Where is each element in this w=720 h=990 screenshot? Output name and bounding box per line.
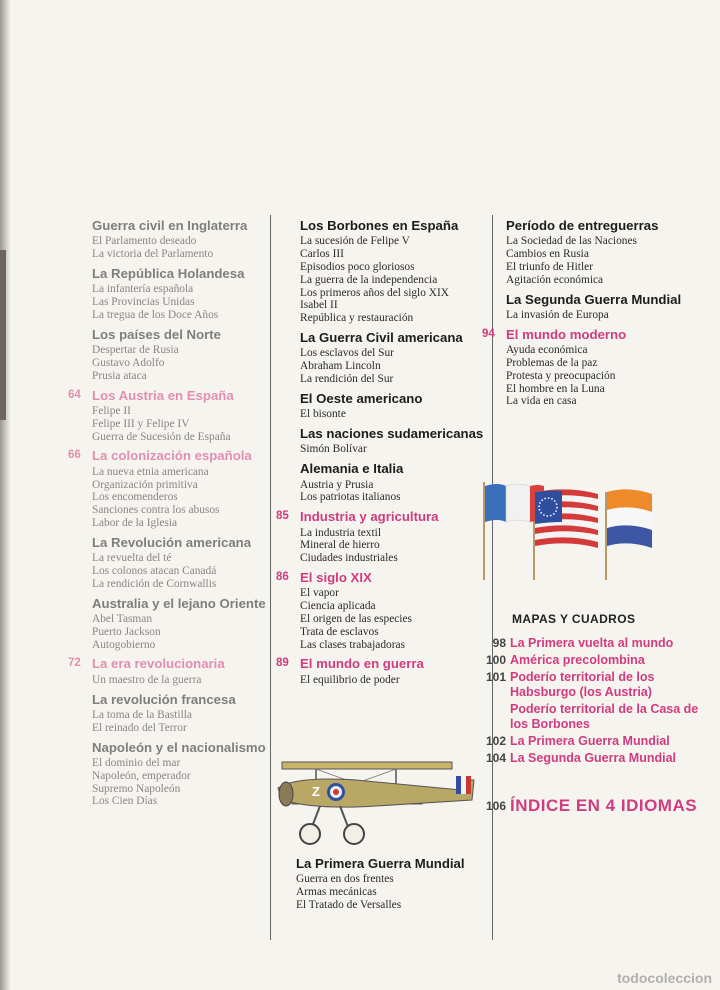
subtopic: La rendición del Sur — [300, 372, 394, 385]
toc-section — [276, 461, 490, 504]
map-entry — [482, 734, 712, 749]
maps-heading: MAPAS Y CUADROS — [512, 612, 636, 626]
subtopic: La toma de la Bastilla — [92, 708, 192, 721]
toc-section — [276, 656, 490, 686]
toc-section — [276, 391, 490, 421]
section-title: Período de entreguerras — [506, 218, 659, 233]
subtopic: Ciudades industriales — [300, 552, 398, 565]
page-number: 66 — [68, 449, 81, 462]
toc-section — [296, 856, 476, 912]
page-number: 85 — [276, 510, 289, 523]
subtopic: La Sociedad de las Naciones — [506, 235, 637, 248]
toc-column-1 — [68, 218, 268, 813]
toc-section — [276, 509, 490, 565]
subtopic: República y restauración — [300, 312, 414, 325]
subtopic: Napoleón, emperador — [92, 769, 191, 782]
page-number: 98 — [492, 636, 506, 650]
section-title: Napoleón y el nacionalismo — [92, 739, 266, 755]
page-number: 64 — [68, 388, 81, 401]
subtopic: Episodios poco gloriosos — [300, 261, 415, 273]
toc-section — [92, 740, 268, 809]
subtopic: Carlos III — [300, 248, 344, 261]
subtopic: La invasión de Europa — [506, 309, 609, 321]
map-entry — [482, 796, 712, 816]
section-title: El siglo XIX — [300, 569, 372, 585]
section-title: La República Holandesa — [92, 266, 245, 281]
subtopic: Felipe II — [92, 405, 131, 417]
subtopic: El triunfo de Hitler — [506, 261, 593, 273]
book-binding-shadow — [0, 250, 6, 420]
map-title: La Primera Guerra Mundial — [510, 734, 670, 748]
maps-and-tables-section — [482, 612, 712, 818]
subtopic: Austria y Prusia — [300, 478, 374, 491]
section-title: Alemania e Italia — [300, 461, 404, 477]
section-title: Industria y agricultura — [300, 509, 439, 525]
subtopic: El reinado del Terror — [92, 721, 187, 734]
subtopic: Prusia ataca — [92, 369, 147, 382]
map-title: La Segunda Guerra Mundial — [510, 751, 676, 765]
section-title: La Primera Guerra Mundial — [296, 856, 465, 871]
subtopic: La guerra de la independencia — [300, 273, 438, 286]
subtopic: Los esclavos del Sur — [300, 347, 394, 360]
map-entry — [482, 670, 712, 700]
section-title: La colonización española — [92, 448, 252, 464]
subtopic: Ayuda económica — [506, 344, 588, 357]
subtopic: La revuelta del té — [92, 552, 172, 565]
subtopic: Problemas de la paz — [506, 357, 598, 369]
subtopic: La nueva etnia americana — [92, 465, 209, 478]
toc-section — [92, 596, 268, 652]
toc-section — [92, 218, 268, 261]
subtopic: Isabel II — [300, 299, 338, 312]
page-number: 104 — [485, 751, 506, 765]
toc-section — [482, 218, 710, 287]
map-entry — [482, 751, 712, 766]
subtopic: Cambios en Rusia — [506, 248, 589, 261]
subtopic: Organización primitiva — [92, 478, 198, 491]
page-number: 102 — [485, 734, 506, 748]
page-number: 72 — [68, 657, 81, 670]
section-title: La Revolución americana — [92, 534, 252, 550]
subtopic: Las Provincias Unidas — [92, 296, 195, 309]
subtopic: Las clases trabajadoras — [300, 638, 405, 651]
toc-section — [92, 535, 268, 591]
subtopic: Gustavo Adolfo — [92, 357, 165, 369]
flags-illustration — [478, 482, 656, 580]
page-number: 101 — [485, 670, 506, 684]
map-entry — [482, 702, 712, 732]
toc-section — [276, 218, 490, 325]
subtopic: El Parlamento deseado — [92, 235, 197, 248]
subtopic: La infantería española — [92, 283, 194, 296]
section-title: La Segunda Guerra Mundial — [506, 291, 682, 307]
toc-section — [482, 292, 710, 322]
subtopic: Trata de esclavos — [300, 625, 379, 638]
subtopic: El equilibrio de poder — [300, 673, 400, 686]
subtopic: La industria textil — [300, 526, 381, 539]
subtopic: Abel Tasman — [92, 612, 153, 625]
subtopic: Los colonos atacan Canadá — [92, 564, 217, 577]
toc-column-2 — [276, 218, 490, 692]
book-binding-edge — [0, 0, 10, 990]
map-title: ÍNDICE EN 4 IDIOMAS — [510, 796, 698, 815]
subtopic: El hombre en la Luna — [506, 382, 605, 395]
toc-section — [68, 387, 268, 444]
subtopic: El dominio del mar — [92, 756, 181, 769]
section-title: La era revolucionaria — [92, 656, 225, 672]
subtopic: Agitación económica — [506, 273, 604, 286]
toc-column-3 — [482, 218, 710, 413]
section-title: El mundo moderno — [506, 326, 627, 342]
section-title: Las naciones sudamericanas — [300, 425, 484, 441]
subtopic: Simón Bolívar — [300, 443, 367, 456]
toc-section — [482, 327, 710, 408]
subtopic: La rendición de Cornwallis — [92, 577, 217, 590]
subtopic: Un maestro de la guerra — [92, 673, 202, 686]
subtopic: Felipe III y Felipe IV — [92, 417, 190, 430]
section-title: Los países del Norte — [92, 326, 221, 342]
section-title: El mundo en guerra — [300, 656, 424, 672]
subtopic: Autogobierno — [92, 638, 156, 651]
subtopic: El vapor — [300, 587, 339, 600]
section-title: Australia y el lejano Oriente — [92, 595, 266, 611]
subtopic: La tregua de los Doce Años — [92, 309, 219, 321]
toc-section — [92, 327, 268, 383]
map-entry — [482, 653, 712, 668]
column-divider — [270, 215, 271, 940]
subtopic: Los patriotas italianos — [300, 491, 401, 504]
subtopic: Los primeros años del siglo XIX — [300, 286, 450, 299]
map-title: América precolombina — [510, 653, 645, 667]
toc-section — [68, 448, 268, 529]
subtopic: Despertar de Rusia — [92, 344, 179, 357]
subtopic: Los Cien Días — [92, 795, 158, 808]
toc-section — [276, 570, 490, 651]
biplane-illustration — [276, 740, 476, 850]
toc-section — [68, 656, 268, 686]
subtopic: Protesta y preocupación — [506, 369, 616, 382]
page-number: 89 — [276, 657, 289, 670]
section-title: La Guerra Civil americana — [300, 329, 463, 345]
us-flag — [535, 489, 598, 548]
page-number: 106 — [485, 799, 506, 813]
subtopic: Ciencia aplicada — [300, 600, 376, 613]
toc-section — [276, 330, 490, 386]
subtopic: El origen de las especies — [300, 612, 412, 625]
page-number: 100 — [485, 653, 506, 667]
subtopic: La vida en casa — [506, 395, 577, 408]
subtopic: Armas mecánicas — [296, 886, 377, 899]
subtopic: Los encomenderos — [92, 491, 178, 504]
subtopic: Abraham Lincoln — [300, 360, 381, 373]
map-title: Poderío territorial de la Casa de los Borbones — [510, 702, 699, 731]
map-title: Poderío territorial de los Habsburgo (los Austria) — [510, 670, 655, 699]
subtopic: La victoria del Parlamento — [92, 248, 214, 261]
page-number: 86 — [276, 570, 289, 583]
subtopic: La sucesión de Felipe V — [300, 235, 410, 248]
subtopic: El bisonte — [300, 408, 346, 421]
toc-section — [92, 692, 268, 735]
section-title: El Oeste americano — [300, 390, 423, 406]
toc-section — [276, 426, 490, 456]
subtopic: Guerra en dos frentes — [296, 873, 394, 886]
section-title: Los Borbones en España — [300, 218, 459, 233]
subtopic: Sanciones contra los abusos — [92, 504, 220, 517]
section-title: Guerra civil en Inglaterra — [92, 218, 248, 233]
page-number: 94 — [482, 327, 495, 340]
map-title: La Primera vuelta al mundo — [510, 636, 674, 650]
watermark: todocoleccion — [617, 970, 712, 986]
subtopic: Mineral de hierro — [300, 539, 380, 552]
section-title: La revolución francesa — [92, 691, 236, 707]
map-entry — [482, 636, 712, 651]
section-title: Los Austria en España — [92, 387, 234, 403]
toc-section — [92, 266, 268, 322]
subtopic: Labor de la Iglesia — [92, 516, 178, 529]
subtopic: Guerra de Sucesión de España — [92, 430, 231, 443]
subtopic: Supremo Napoleón — [92, 782, 181, 795]
plane-marking: Z — [312, 784, 320, 799]
subtopic: Puerto Jackson — [92, 625, 161, 638]
subtopic: El Tratado de Versalles — [296, 899, 402, 911]
